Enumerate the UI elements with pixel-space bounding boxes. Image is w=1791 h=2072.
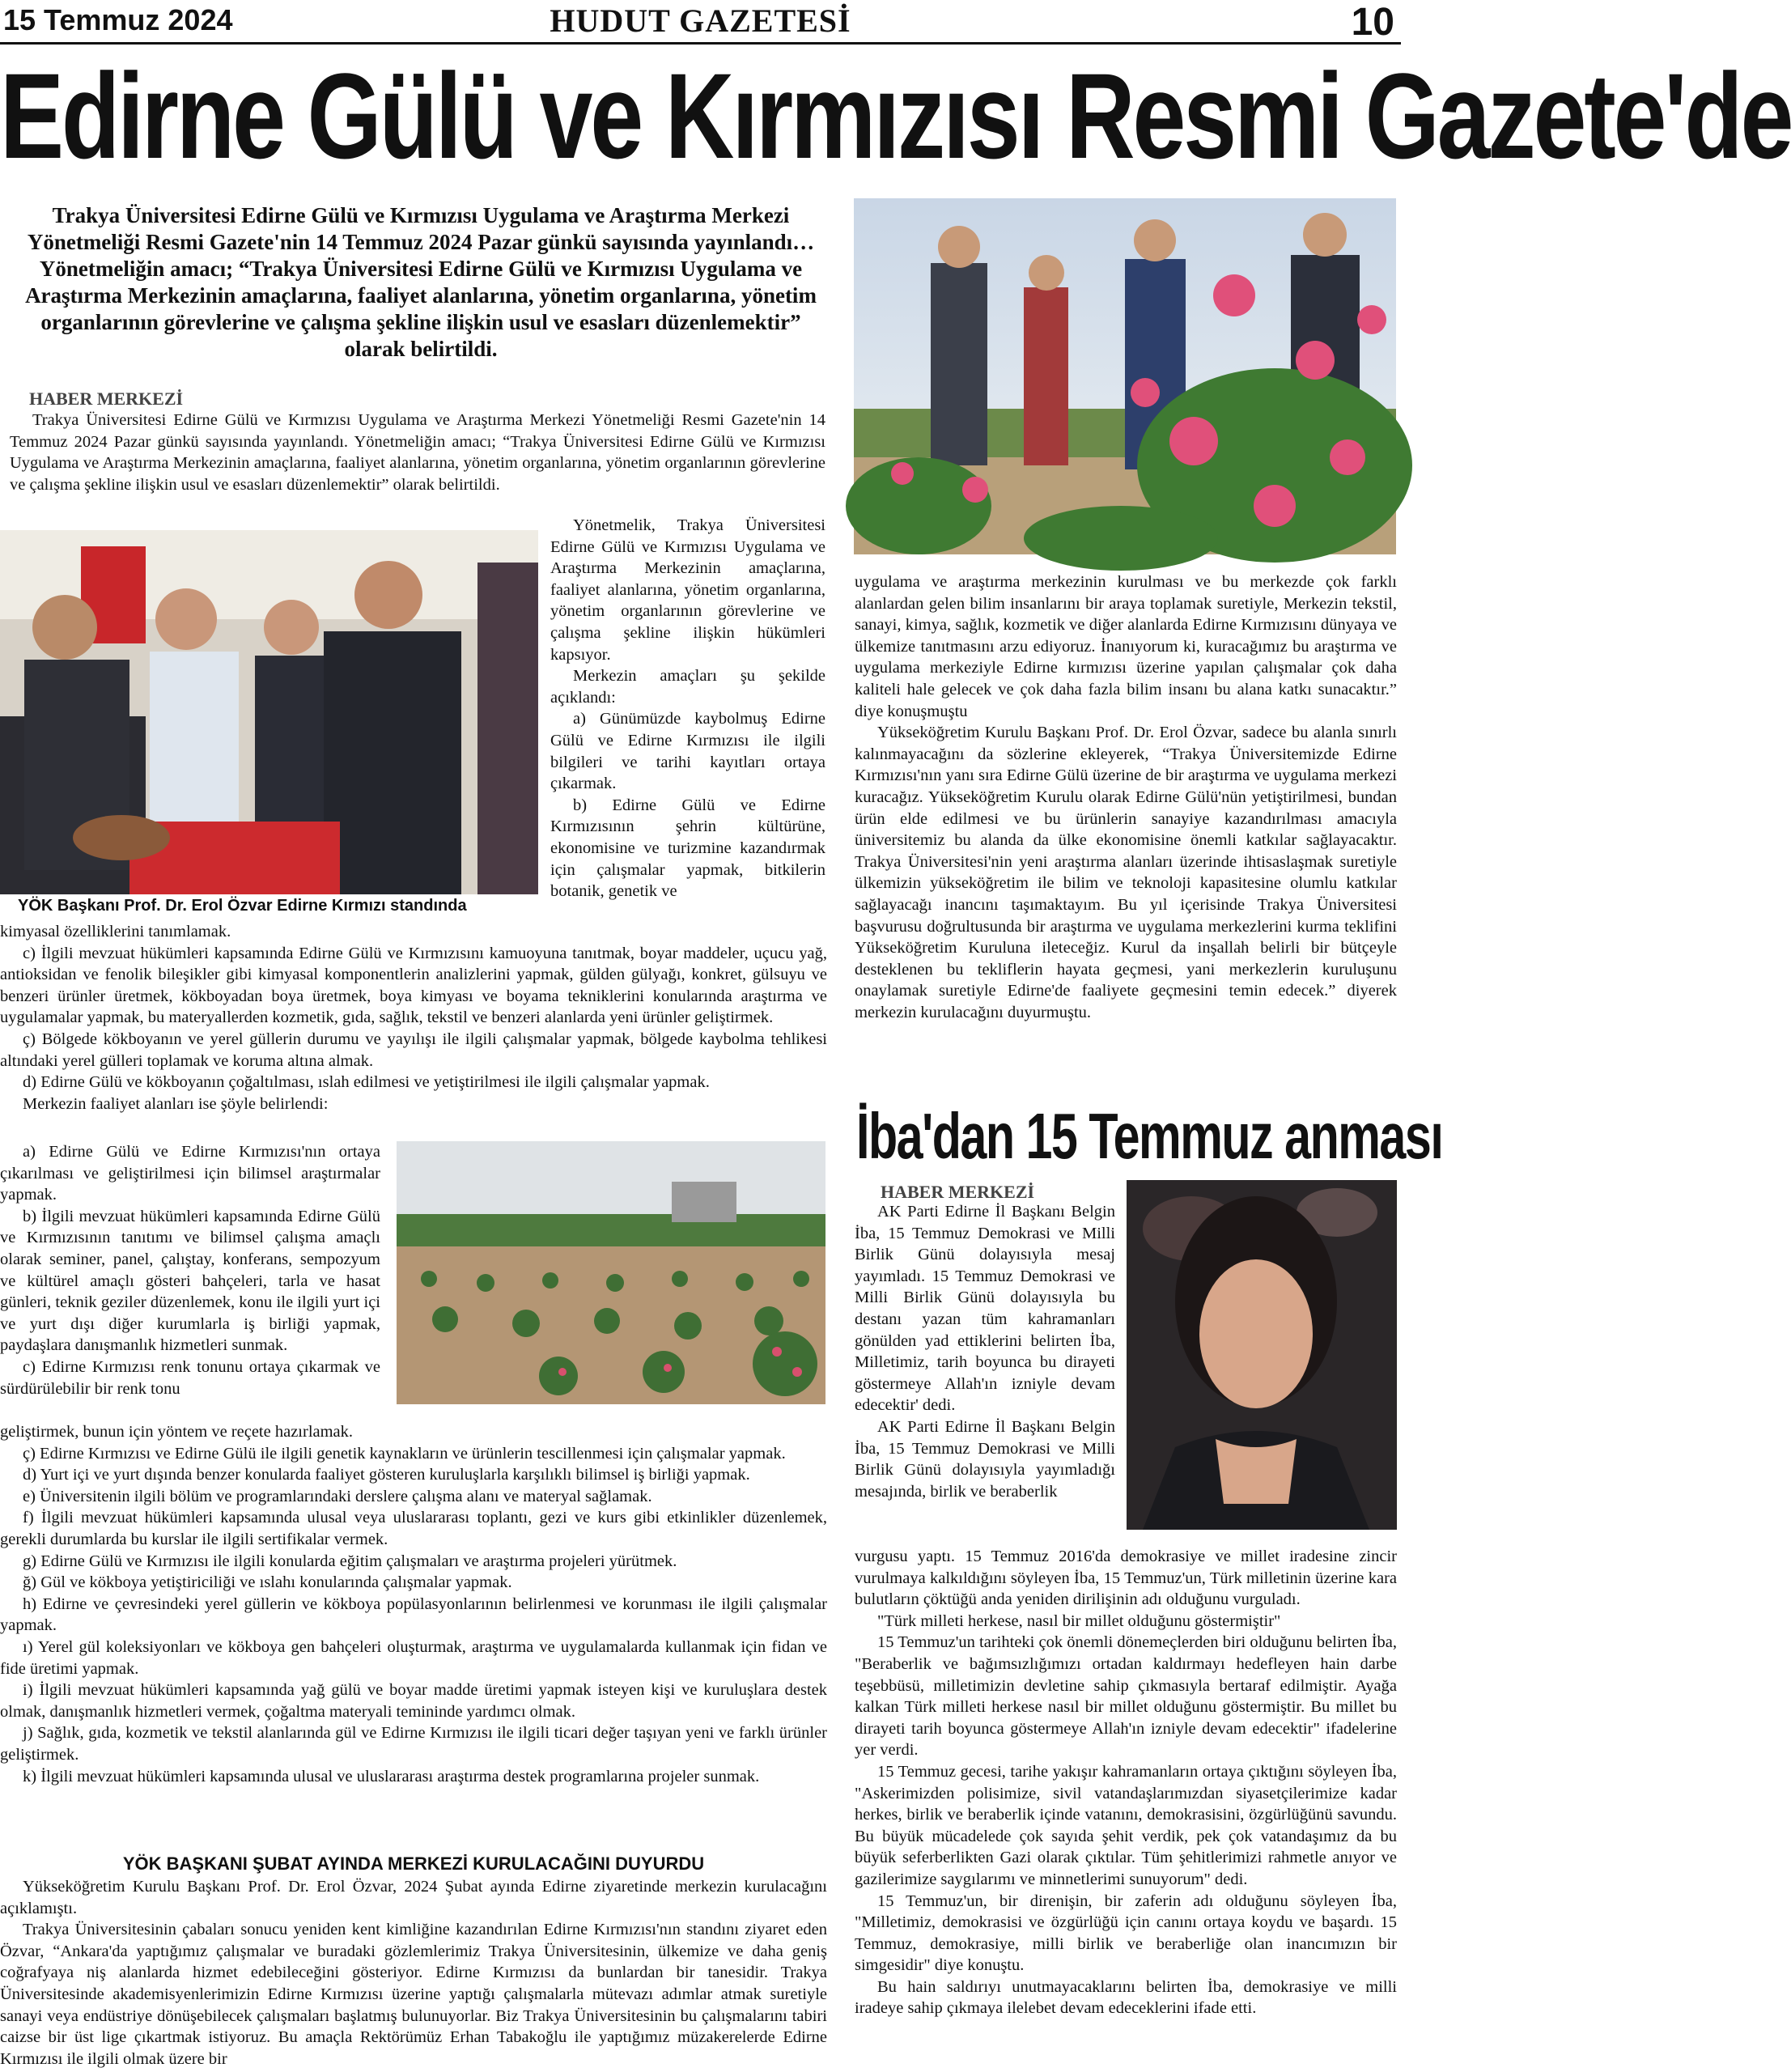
paragraph: b) Edirne Gülü ve Edirne Kırmızısının şehrin kültürüne, ekonomisine ve turizmine kazandırmak için çalışmalar yapmak, bitkilerin botanik, genetik ve — [550, 796, 825, 901]
body-block-2 — [0, 1421, 827, 1787]
paragraph: uygulama ve araştırma merkezinin kurulması ve bu merkezde çok farklı alanlardan gelen bilim insanlarını bir araya toplamak suretiyle, Merkezin tekstil, sanayi, kimya, sağlık, kozmetik ve diğer alanlarda Edirne Kırmızısını dünyaya ve ülkemize tanıtmasını arzu ediyoruz. İnanıyorum ki, kuracağımız bu araştırma ve uygulama merkeziyle Edirne kırmızısı üzerine yapılan çalışmalar çok daha kaliteli hale gelecek ve çok daha fazla bilim insanı bu alana katkı sunacaktır.” diye konuşmuştu — [855, 573, 1397, 720]
paragraph: k) İlgili mevzuat hükümleri kapsamında ulusal ve uluslararası araştırma destek programlarına projeler sunmak. — [23, 1767, 760, 1785]
main-headline: Edirne Gülü ve Kırmızısı Resmi Gazete'de — [0, 48, 1791, 184]
paragraph: b) İlgili mevzuat hükümleri kapsamında Edirne Gülü ve Kırmızısının tanıtımı ve bilimsel çalışma amaçlı olarak seminer, panel, çalıştay, konferans, sempozyum ve kültürel amaçlı gösteri bahçeleri, tarla ve hasat günleri, teknik geziler düzenlemek, konu ile ilgili yurt içi ve yurt dışı diğer kurumlarla iş birliği yapmak, paydaşlara danışmanlık hizmetleri sunmak. — [0, 1207, 380, 1355]
paragraph: f) İlgili mevzuat hükümleri kapsamında ulusal veya uluslararası toplantı, gezi ve kurs gibi etkinlikler düzenlemek, gerekli durumlarda bu kurslar ile ilgili sertifikalar vermek. — [0, 1509, 827, 1548]
right-column — [855, 571, 1397, 1023]
paragraph: 15 Temmuz'un, bir direnişin, bir zaferin adı olduğunu söyleyen İba, "Milletimiz, demokrasisi ve özgürlüğü için canını ortaya koydu ve başardı. 15 Temmuz, demokrasiye, milli birlik ve beraberliğe olan inancımızın bir simgesidir" diye konuştu. — [855, 1892, 1397, 1975]
paragraph: Yükseköğretim Kurulu Başkanı Prof. Dr. Erol Özvar, sadece bu alanla sınırlı kalınmayacağını da sözlerine ekleyerek, “Trakya Üniversitemizde Edirne Kırmızısı'nın yanı sıra Edirne Gülü üzerine de bir araştırma ve uygulama merkezi kuracağız. Yükseköğretim Kurulu olarak Edirne Gülü'nün yetiştirilmesi, bundan ürün elde edilmesi ve bu ürünlerin sanayiye kazandırılması amacıyla üniversitemiz bu alanda da ülke ekonomisine önemli katkılar sağlayacaktır. Trakya Üniversitesi'nin yeni araştırma alanları üzerinde ihtisaslaşmak suretiyle ülkemizin yükseköğretim ile bilim ve teknoloji kapasitesine olumlu katkılar sağlayacağı inancını taşımaktayım. Bu yıl içerisinde Trakya Üniversitesi başvurusu doğrultusunda bir araştırma ve uygulama merkezlerini kurma teklifini Yükseköğretim Kuruluna ileteceğiz. Kurul da inşallah belirli bir bütçeyle desteklenen bu tekliflerin hayata geçmesi, yani merkezlerin kuruluşunu onaylamak suretiyle Edirne'de faaliyete geçmesini temin edecek.” diyerek merkezin kurulacağını duyurmuştu. — [855, 724, 1397, 1021]
byline: HABER MERKEZİ — [29, 388, 184, 409]
paragraph: d) Edirne Gülü ve kökboyanın çoğaltılması, ıslah edilmesi ve yetiştirilmesi ile ilgili çalışmalar yapmak. — [23, 1073, 710, 1092]
paragraph: ğ) Gül ve kökboya yetiştiriciliği ve ıslahı konularında çalışmalar yapmak. — [23, 1573, 512, 1592]
paragraph: AK Parti Edirne İl Başkanı Belgin İba, 15 Temmuz Demokrasi ve Milli Birlik Günü dolayısıyla yayımladığı mesajında, birlik ve beraberlik — [855, 1417, 1115, 1501]
story2-byline: HABER MERKEZİ — [881, 1182, 1035, 1202]
paragraph: d) Yurt içi ve yurt dışında benzer konularda faaliyet gösteren kuruluşlarla karşılıklı bilimsel iş birliği yapmak. — [23, 1466, 750, 1484]
paragraph: Bu hain saldırıyı unutmayacaklarını belirten İba, demokrasiye ve milli iradeye sahip çıkmaya ilelebet devam edeceklerini ifade etti. — [855, 1977, 1397, 2018]
body-block-1 — [0, 921, 827, 1115]
paragraph: c) İlgili mevzuat hükümleri kapsamında Edirne Gülü ve Kırmızısını kamuoyuna tanıtmak, boyar maddeler, uçucu yağ, antioksidan ve fenolik bileşikler gibi kimyasal komponentlerin analizlerini yapmak, gülden gülyağı, konkret, gülsuyu ve benzeri ürünler üretmek, kökboyadan boya üretmek, boya kimyası ve boyama tekniklerini konularında araştırma ve uygulamalar yapmak, bu materyallerden kozmetik, gıda, sağlık, tekstil ve benzeri alanlarda yeni ürünler geliştirmek. — [0, 944, 827, 1027]
paragraph: Trakya Üniversitesinin çabaları sonucu yeniden kent kimliğine kazandırılan Edirne Kırmızısı'nın standını ziyaret eden Özvar, “Ankara'da yaptığımız çalışmalar ve buradaki gözlemlerimiz Trakya Üniversitesinin, ülkemize ve daha geniş coğrafyaya niş alanlarda hizmet edebileceğini gösteriyor. Edirne Kırmızısı da bunlardan bir tanesidir. Trakya Üniversitesinde akademisyenlerimizin Edirne Kırmızısı üzerine yaptığı çalışmalarla mütevazı adımlar atmak suretiyle sanayi veya endüstriye dönüşebilecek çalışmaları başlatmış bulunuyorlar. Biz Trakya Üniversitesinin bu çalışmalarını tabiri caizse bir üst lige çıkartmak istiyoruz. Bu amaçla Rektörümüz Erhan Tabakoğlu ile yaptığımız müzakerelerde Edirne Kırmızısı ile ilgili olmak üzere bir — [0, 1921, 827, 2068]
paragraph: ç) Edirne Kırmızısı ve Edirne Gülü ile ilgili genetik kaynakların ve ürünlerin tescillenmesi için çalışmalar yapmak. — [23, 1444, 786, 1463]
yok-stand-photo — [0, 530, 538, 894]
intro-paragraph: Trakya Üniversitesi Edirne Gülü ve Kırmızısı Uygulama ve Araştırma Merkezi Yönetmeliği Resmi Gazete'nin 14 Temmuz 2024 Pazar günkü sayısında yayınlandı. Yönetmeliğin amacı; “Trakya Üniversitesi Edirne Gülü ve Kırmızısı Uygulama ve Araştırma Merkezinin amaçlarına, faaliyet alanlarına, yönetim organlarına, yönetim organlarının görevlerine ve çalışma şekline ilişkin usul ve esasları düzenlemektir” olarak belirtildi. — [10, 411, 825, 494]
paragraph: a) Günümüzde kaybolmuş Edirne Gülü ve Edirne Kırmızısı ile ilgili bilgileri ve tarihi kayıtları ortaya çıkarmak. — [550, 710, 825, 793]
middle-column — [550, 515, 825, 902]
newspaper-name: HUDUT GAZETESİ — [550, 2, 851, 39]
paragraph: i) İlgili mevzuat hükümleri kapsamında yağ gülü ve boyar madde üretimi yapmak isteyen kişi ve kuruluşlara destek olmak, danışmanlık hizmetleri vermek, çoğaltma materyali temininde yardımcı olmak. — [0, 1681, 827, 1721]
story2-full — [855, 1546, 1397, 2019]
belgin-iba-photo — [1127, 1180, 1397, 1530]
paragraph: "Türk milleti herkese, nasıl bir millet olduğunu göstermiştir" — [877, 1611, 1281, 1630]
paragraph: vurgusu yaptı. 15 Temmuz 2016'da demokrasiye ve millet iradesine zincir vurulmaya kalkıldığını söyleyen İba, 15 Temmuz'un, Türk milletinin üzerine kara bulutların çöktüğü anda yeniden dirilişinin adı olduğunu vurguladı. — [855, 1548, 1397, 1609]
paragraph: g) Edirne Gülü ve Kırmızısı ile ilgili konularda eğitim çalışmaları ve araştırma projeleri yürütmek. — [23, 1552, 677, 1570]
paragraph: h) Edirne ve çevresindeki yerel güllerin ve kökboya popülasyonlarının belirlenmesi ve korunması ile ilgili çalışmalar yapmak. — [0, 1594, 827, 1635]
paragraph: j) Sağlık, gıda, kozmetik ve tekstil alanlarında gül ve Edirne Kırmızısı ile ilgili ticari değer taşıyan yeni ve farklı ürünler geliştirmek. — [0, 1724, 827, 1764]
photo-caption: YÖK Başkanı Prof. Dr. Erol Özvar Edirne Kırmızı standında — [18, 897, 467, 915]
subheading: YÖK BAŞKANI ŞUBAT AYINDA MERKEZİ KURULACAĞINI DUYURDU — [122, 1853, 705, 1874]
paragraph: geliştirmek, bunun için yöntem ve reçete hazırlamak. — [0, 1423, 354, 1441]
paragraph: ç) Bölgede kökboyanın ve yerel güllerin durumu ve yayılışı ile ilgili çalışmalar yapmak, bölgede kaybolma tehlikesi altındaki yerel gülleri toplamak ve koruma altına almak. — [0, 1030, 827, 1070]
paragraph: ı) Yerel gül koleksiyonları ve kökboya gen bahçeleri oluşturmak, araştırma ve uygulamalarda kullanmak için fidan ve fide üretimi yapmak. — [0, 1637, 827, 1678]
paragraph: 15 Temmuz'un tarihteki çok önemli dönemeçlerden biri olduğunu belirten İba, "Beraberlik ve bağımsızlığımızı ortadan kaldırmayı hedefleyen hain darbe teşebbüsü, milletimizin devletine sahip çıkmasıyla bertaraf edilmiştir. Ayağa kalkan Türk milleti herkese nasıl bir millet olduğunu göstermiştir. Bu millet bu dirayeti tarih boyunca göstermeye Allah'ın izniyle devam edecektir" ifadelerine yer verdi. — [855, 1633, 1397, 1760]
paragraph: e) Üniversitenin ilgili bölüm ve programlarındaki derslere çalışma alanı ve materyal sağlamak. — [23, 1487, 652, 1505]
paragraph: Yükseköğretim Kurulu Başkanı Prof. Dr. Erol Özvar, 2024 Şubat ayında Edirne ziyaretinde merkezin kurulacağını açıklamıştı. — [0, 1878, 827, 1917]
paragraph: Yönetmelik, Trakya Üniversitesi Edirne Gülü ve Kırmızısı Uygulama ve Araştırma Merkezinin amaçlarına, faaliyet alanlarına, yönetim organlarına, yönetim organlarının görevlerine ve çalışma şekline ilişkin hükümleri kapsıyor. — [550, 516, 825, 664]
paragraph: kimyasal özelliklerini tanımlamak. — [0, 923, 231, 940]
issue-date: 15 Temmuz 2024 — [3, 3, 233, 36]
rose-field-photo — [397, 1141, 825, 1404]
paragraph: a) Edirne Gülü ve Edirne Kırmızısı'nın ortaya çıkarılması ve geliştirilmesi için bilimsel araştırmalar yapmak. — [0, 1143, 380, 1204]
rose-garden-photo — [854, 198, 1396, 554]
body-block-narrow — [0, 1141, 380, 1399]
paragraph: 15 Temmuz gecesi, tarihe yakışır kahramanların ortaya çıktığını söyleyen İba, "Askerimizden polisimize, sivil vatandaşlarımızdan siyasetçilerimize kadar herkes, birlik ve beraberlik içinde vatanını, demokrasisini, özgürlüğünü savundu. Bu büyük mücadelede çok sayıda şehit verdik, pek çok vatandaşımız da bu büyük seferberlikten Gazi olarak çıktılar. Tüm şehitlerimizi rahmetle anıyor ve gazilerimize saygılarımı ve minnetlerimi sunuyorum" dedi. — [855, 1762, 1397, 1888]
lead-paragraph: Trakya Üniversitesi Edirne Gülü ve Kırmızısı Uygulama ve Araştırma Merkezi Yönetmeliği Resmi Gazete'nin 14 Temmuz 2024 Pazar günkü sayısında yayınlandı… Yönetmeliğin amacı; “Trakya Üniversitesi Edirne Gülü ve Kırmızısı Uygulama ve Araştırma Merkezinin amaçlarına, faaliyet alanlarına, yönetim organlarına, yönetim organlarının görevlerine ve çalışma şekline ilişkin usul ve esasları düzenlemektir” olarak belirtildi. — [25, 203, 817, 361]
body-block-3 — [0, 1876, 827, 2070]
paragraph: c) Edirne Kırmızısı renk tonunu ortaya çıkarmak ve sürdürülebilir bir renk tonu — [0, 1357, 380, 1398]
paragraph: Merkezin faaliyet alanları ise şöyle belirlendi: — [23, 1094, 329, 1113]
page-number: 10 — [1351, 1, 1394, 44]
paragraph: Merkezin amaçları şu şekilde açıklandı: — [550, 667, 825, 707]
story2-narrow — [855, 1201, 1115, 1502]
story2-headline: İba'dan 15 Temmuz anması — [856, 1100, 1443, 1172]
paragraph: AK Parti Edirne İl Başkanı Belgin İba, 15 Temmuz Demokrasi ve Milli Birlik Günü dolayısıyla mesaj yayımladı. 15 Temmuz Demokrasi ve Milli Birlik Günü dolayısıyla bu destanı yazan tüm kahramanları gönülden yad ettiklerini belirten İba, Milletimiz, tarih boyunca bu dirayeti göstermeye Allah'ın izniyle devam edecektir' dedi. — [855, 1203, 1115, 1415]
